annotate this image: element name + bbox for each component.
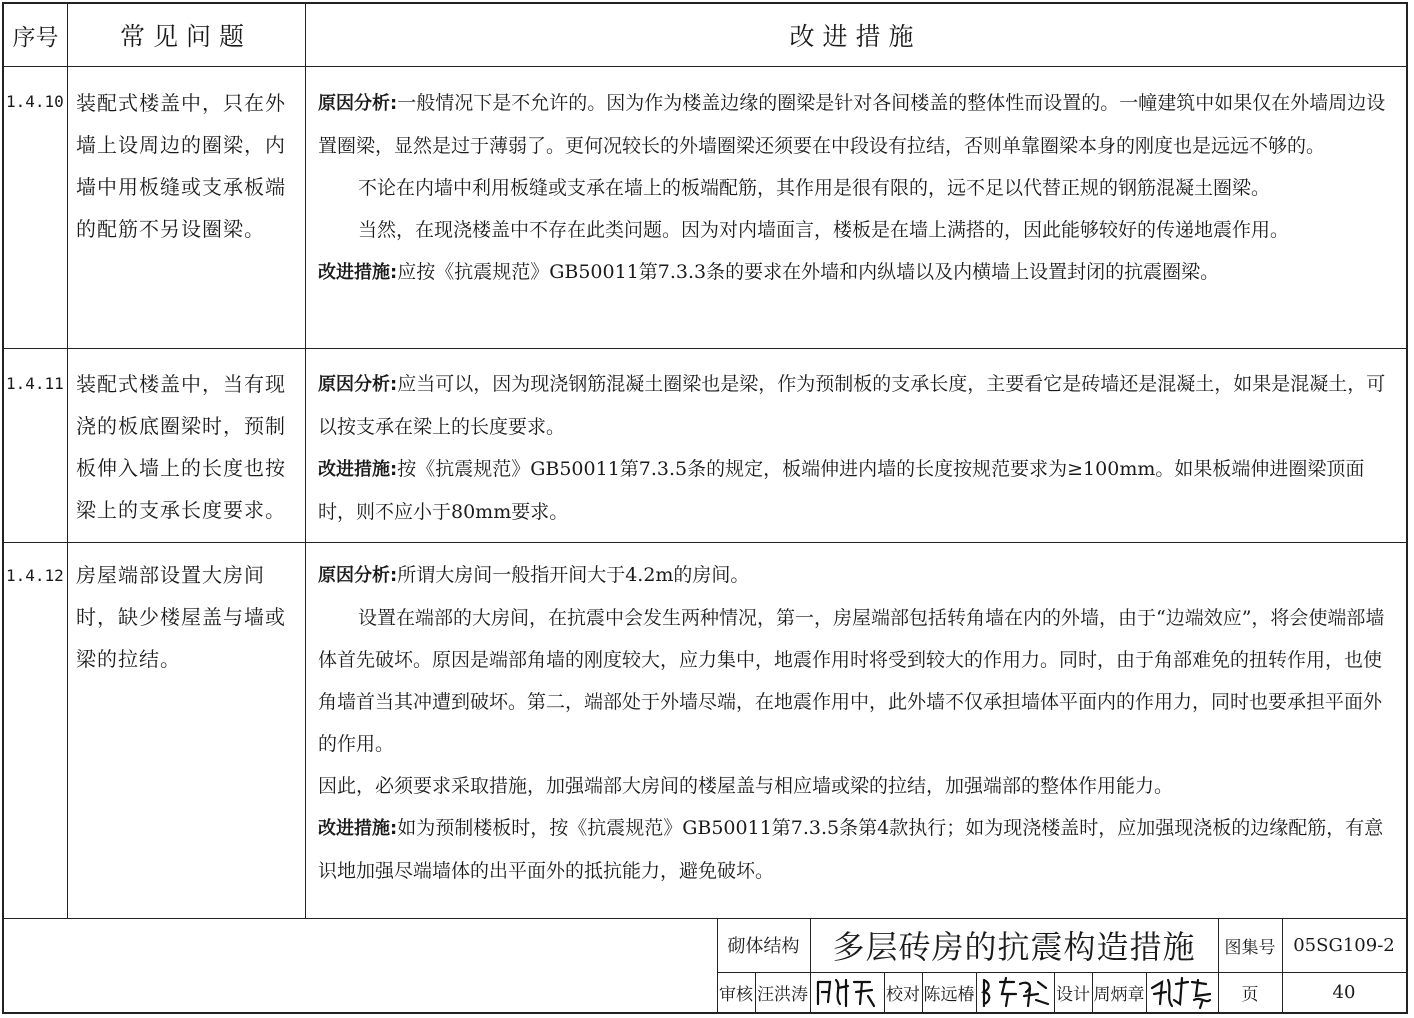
row-number: 1.4.10	[6, 92, 64, 111]
issue-text: 装配式楼盖中，当有现浇的板底圈梁时，预制板伸入墙上的长度也按梁上的支承长度要求。	[76, 372, 286, 522]
tb-atlas-label: 图集号	[1224, 937, 1276, 958]
header-col-fix: 改进措施	[789, 22, 922, 51]
tb-line	[810, 972, 811, 1012]
row-content	[318, 82, 1394, 294]
row-divider	[4, 348, 1406, 349]
analysis-text: 应当可以，因为现浇钢筋混凝土圈梁也是梁，作为预制板的支承长度，主要看它是砖墙还是混凝土，如果是混凝土，可以按支承在梁上的长度要求。	[318, 373, 1386, 438]
fix-text: 按《抗震规范》GB50011第7.3.5条的规定，板端伸进内墙的长度按规范要求为≥100mm。如果板端伸进圈梁顶面时，则不应小于80mm要求。	[318, 458, 1365, 523]
tb-checker: 陈远椿	[923, 984, 975, 1005]
designer-signature-image	[1148, 974, 1216, 1010]
tb-atlas-no: 05SG109-2	[1293, 934, 1395, 956]
issue-text: 装配式楼盖中，只在外墙上设周边的圈梁，内墙中用板缝或支承板端的配筋不另设圈梁。	[76, 91, 286, 241]
issue-text: 房屋端部设置大房间时，缺少楼屋盖与墙或梁的拉结。	[76, 563, 286, 671]
row-number: 1.4.12	[6, 566, 64, 585]
tb-check-label: 校对	[886, 984, 920, 1005]
tb-reviewer: 汪洪涛	[757, 984, 808, 1005]
tb-design-label: 设计	[1056, 984, 1090, 1005]
fix-label: 改进措施:	[318, 818, 398, 839]
paragraph: 当然，在现浇楼盖中不存在此类问题。因为对内墙面言，楼板是在墙上满搭的，因此能够较好的传递地震作用。	[358, 219, 1290, 241]
paragraph: 不论在内墙中利用板缝或支承在墙上的板端配筋，其作用是很有限的，远不足以代替正规的钢筋混凝土圈梁。	[358, 177, 1271, 199]
tb-line	[976, 972, 977, 1012]
header-col-no: 序号	[12, 24, 59, 51]
checker-signature-image	[978, 974, 1052, 1010]
row-divider	[4, 542, 1406, 543]
drawing-title: 多层砖房的抗震构造措施	[832, 928, 1196, 966]
col-divider	[305, 4, 306, 918]
analysis-text: 一般情况下是不允许的。因为作为楼盖边缘的圈梁是针对各间楼盖的整体性而设置的。一幢建筑中如果仅在外墙周边设置圈梁，显然是过于薄弱了。更何况较长的外墙圈梁还须要在中段设有拉结，否则单靠圈梁本身的刚度也是远远不够的。	[318, 92, 1386, 157]
header-divider	[4, 66, 1406, 67]
drawing-sheet	[2, 2, 1408, 1014]
tb-page-no: 40	[1332, 981, 1356, 1003]
fix-text: 如为预制楼板时，按《抗震规范》GB50011第7.3.5条第4款执行；如为现浇楼盖时，应加强现浇板的边缘配筋，有意识地加强尽端墙体的出平面外的抵抗能力，避免破坏。	[318, 817, 1384, 882]
row-number: 1.4.11	[6, 374, 64, 393]
analysis-label: 原因分析:	[318, 93, 398, 114]
paragraph: 因此，必须要求采取措施，加强端部大房间的楼屋盖与相应墙或梁的拉结，加强端部的整体作用能力。	[318, 775, 1174, 797]
analysis-label: 原因分析:	[318, 565, 398, 586]
tb-designer: 周炳章	[1093, 984, 1145, 1005]
analysis-label: 原因分析:	[318, 374, 398, 395]
reviewer-signature-image	[812, 974, 882, 1010]
col-divider	[67, 4, 68, 918]
fix-label: 改进措施:	[318, 459, 398, 480]
fix-label: 改进措施:	[318, 262, 398, 283]
analysis-text: 所谓大房间一般指开间大于4.2m的房间。	[397, 564, 750, 586]
tb-review-label: 审核	[719, 984, 753, 1005]
row-content	[318, 363, 1394, 533]
fix-text: 应按《抗震规范》GB50011第7.3.3条的要求在外墙和内纵墙以及内横墙上设置封闭的抗震圈梁。	[397, 261, 1220, 283]
tb-line	[1146, 972, 1147, 1012]
tb-category: 砌体结构	[727, 936, 800, 957]
tb-page-label: 页	[1241, 984, 1259, 1005]
paragraph: 设置在端部的大房间，在抗震中会发生两种情况，第一，房屋端部包括转角墙在内的外墙，由于“边端效应”，将会使端部墙体首先破坏。原因是端部角墙的刚度较大，应力集中，地震作用时将受到较大的作用力。同时，由于角部难免的扭转作用，也使角墙首当其冲遭到破坏。第二，端部处于外墙尽端，在地震作用中，此外墙不仅承担墙体平面内的作用力，同时也要承担平面外的作用。	[318, 607, 1385, 755]
header-col-issue: 常见问题	[119, 22, 252, 51]
row-content	[318, 554, 1394, 892]
